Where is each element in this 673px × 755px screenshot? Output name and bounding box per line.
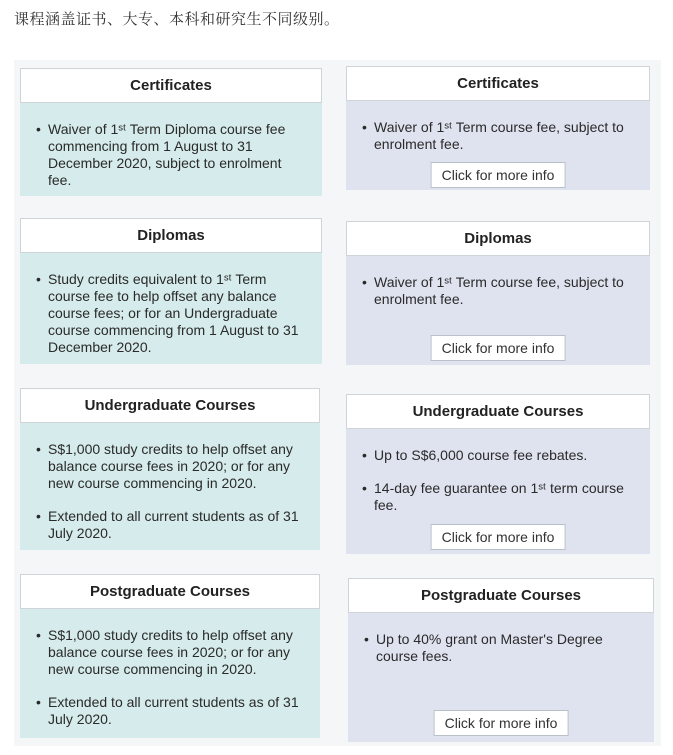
card-title: Undergraduate Courses	[20, 388, 320, 423]
card-title: Postgraduate Courses	[20, 574, 320, 609]
more-info-button[interactable]: Click for more info	[431, 162, 566, 188]
more-info-button[interactable]: Click for more info	[431, 524, 566, 550]
card-certificates-right	[346, 66, 650, 190]
bullet-item: • Up to 40% grant on Master's Degree course fees.	[366, 631, 640, 665]
card-undergraduate-left	[20, 388, 320, 550]
card-undergraduate-right	[346, 394, 650, 554]
bullet-item: • Waiver of 1ˢᵗ Term Diploma course fee commencing from 1 August to 31 December 2020, subject to enrolment fee.	[38, 121, 308, 189]
card-certificates-left	[20, 68, 322, 196]
card-postgraduate-right	[348, 578, 654, 742]
bullet-item: • 14-day fee guarantee on 1ˢᵗ term course fee.	[364, 480, 636, 514]
card-title: Certificates	[346, 66, 650, 101]
card-title: Diplomas	[346, 221, 650, 256]
card-diplomas-right	[346, 221, 650, 365]
card-title: Certificates	[20, 68, 322, 103]
course-panel	[14, 60, 661, 746]
bullet-item: • Extended to all current students as of 31 July 2020.	[38, 694, 306, 728]
bullet-item: • Study credits equivalent to 1ˢᵗ Term course fee to help offset any balance course fees; or for an Undergraduate course commencing from 1 August to 31 December 2020.	[38, 271, 308, 356]
bullet-item: • S$1,000 study credits to help offset any balance course fees in 2020; or for any new course commencing in 2020.	[38, 441, 306, 492]
bullet-item: • Up to S$6,000 course fee rebates.	[364, 447, 636, 464]
bullet-item: • S$1,000 study credits to help offset any balance course fees in 2020; or for any new course commencing in 2020.	[38, 627, 306, 678]
card-diplomas-left	[20, 218, 322, 364]
more-info-button[interactable]: Click for more info	[434, 710, 569, 736]
card-title: Postgraduate Courses	[348, 578, 654, 613]
bullet-item: • Waiver of 1ˢᵗ Term course fee, subject to enrolment fee.	[364, 119, 636, 153]
intro-text: 课程涵盖证书、大专、本科和研究生不同级别。	[14, 10, 340, 28]
bullet-item: • Extended to all current students as of 31 July 2020.	[38, 508, 306, 542]
card-postgraduate-left	[20, 574, 320, 738]
card-title: Diplomas	[20, 218, 322, 253]
more-info-button[interactable]: Click for more info	[431, 335, 566, 361]
card-title: Undergraduate Courses	[346, 394, 650, 429]
bullet-item: • Waiver of 1ˢᵗ Term course fee, subject to enrolment fee.	[364, 274, 636, 308]
